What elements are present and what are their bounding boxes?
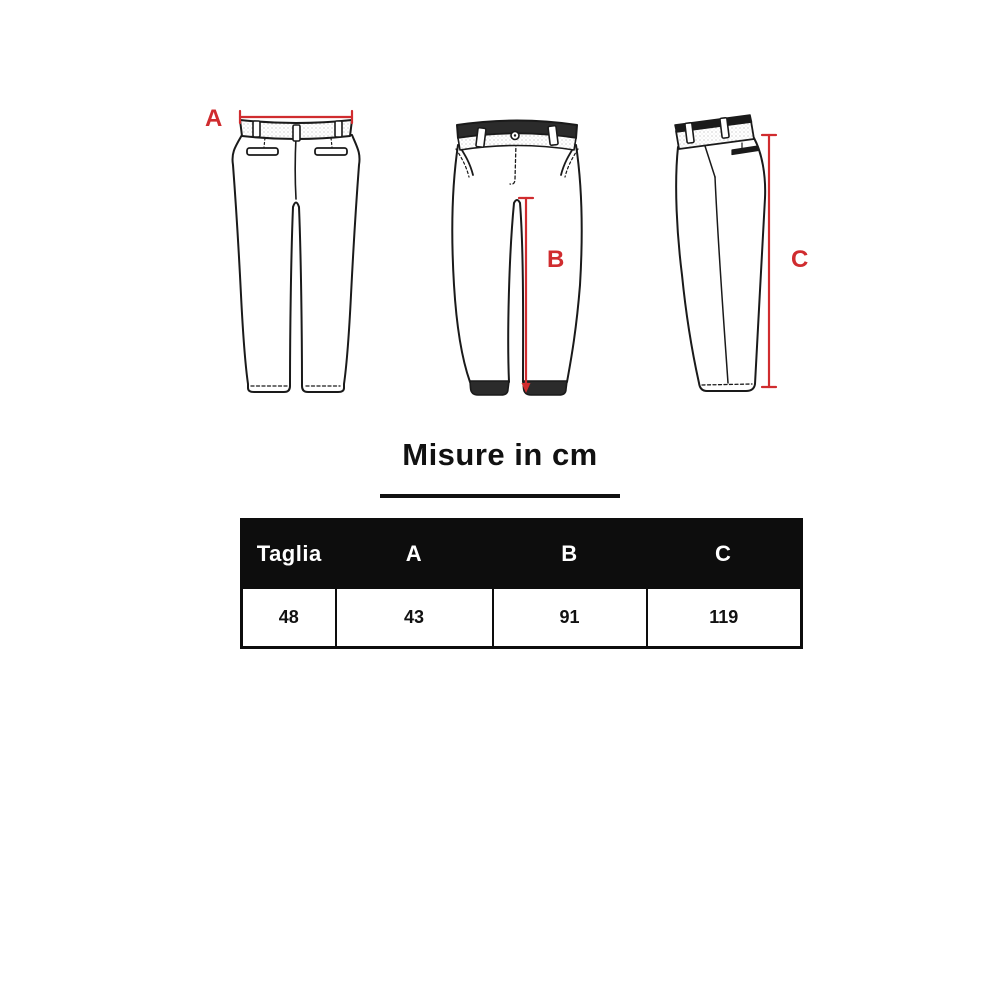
- belt-loop: [476, 128, 486, 148]
- back-pants-body: [232, 135, 359, 392]
- belt-loop: [293, 125, 300, 141]
- pants-back-view-drawing: [195, 95, 390, 415]
- size-table-header-row: [242, 520, 802, 589]
- title-block: [0, 436, 1000, 498]
- title-underline: [380, 494, 620, 498]
- back-pocket-left: [247, 148, 278, 155]
- belt-loop: [253, 121, 260, 137]
- measure-label-b: B: [547, 246, 565, 273]
- size-value-taglia: 48: [242, 588, 336, 648]
- belt-loop: [335, 121, 342, 137]
- size-table-header-taglia: Taglia: [242, 520, 336, 589]
- size-table: [240, 518, 800, 649]
- size-table-header-a: A: [336, 520, 493, 589]
- back-center-seam: [295, 137, 296, 199]
- back-pocket-right: [315, 148, 347, 155]
- measure-label-c: C: [791, 246, 809, 273]
- page-title: Misure in cm: [402, 437, 598, 472]
- measure-label-a: A: [205, 105, 223, 132]
- hem-cuff-left: [470, 381, 509, 395]
- pants-front-view-drawing: [445, 95, 620, 415]
- size-value-c: 119: [647, 588, 802, 648]
- size-table-header-b: B: [493, 520, 647, 589]
- size-value-a: 43: [336, 588, 493, 648]
- size-table-header-c: C: [647, 520, 802, 589]
- size-table-row: [242, 588, 802, 648]
- belt-loop: [548, 126, 558, 146]
- belt-loop: [685, 123, 694, 144]
- pants-side-view-drawing: [655, 95, 830, 415]
- belt-loop: [720, 118, 729, 139]
- size-value-b: 91: [493, 588, 647, 648]
